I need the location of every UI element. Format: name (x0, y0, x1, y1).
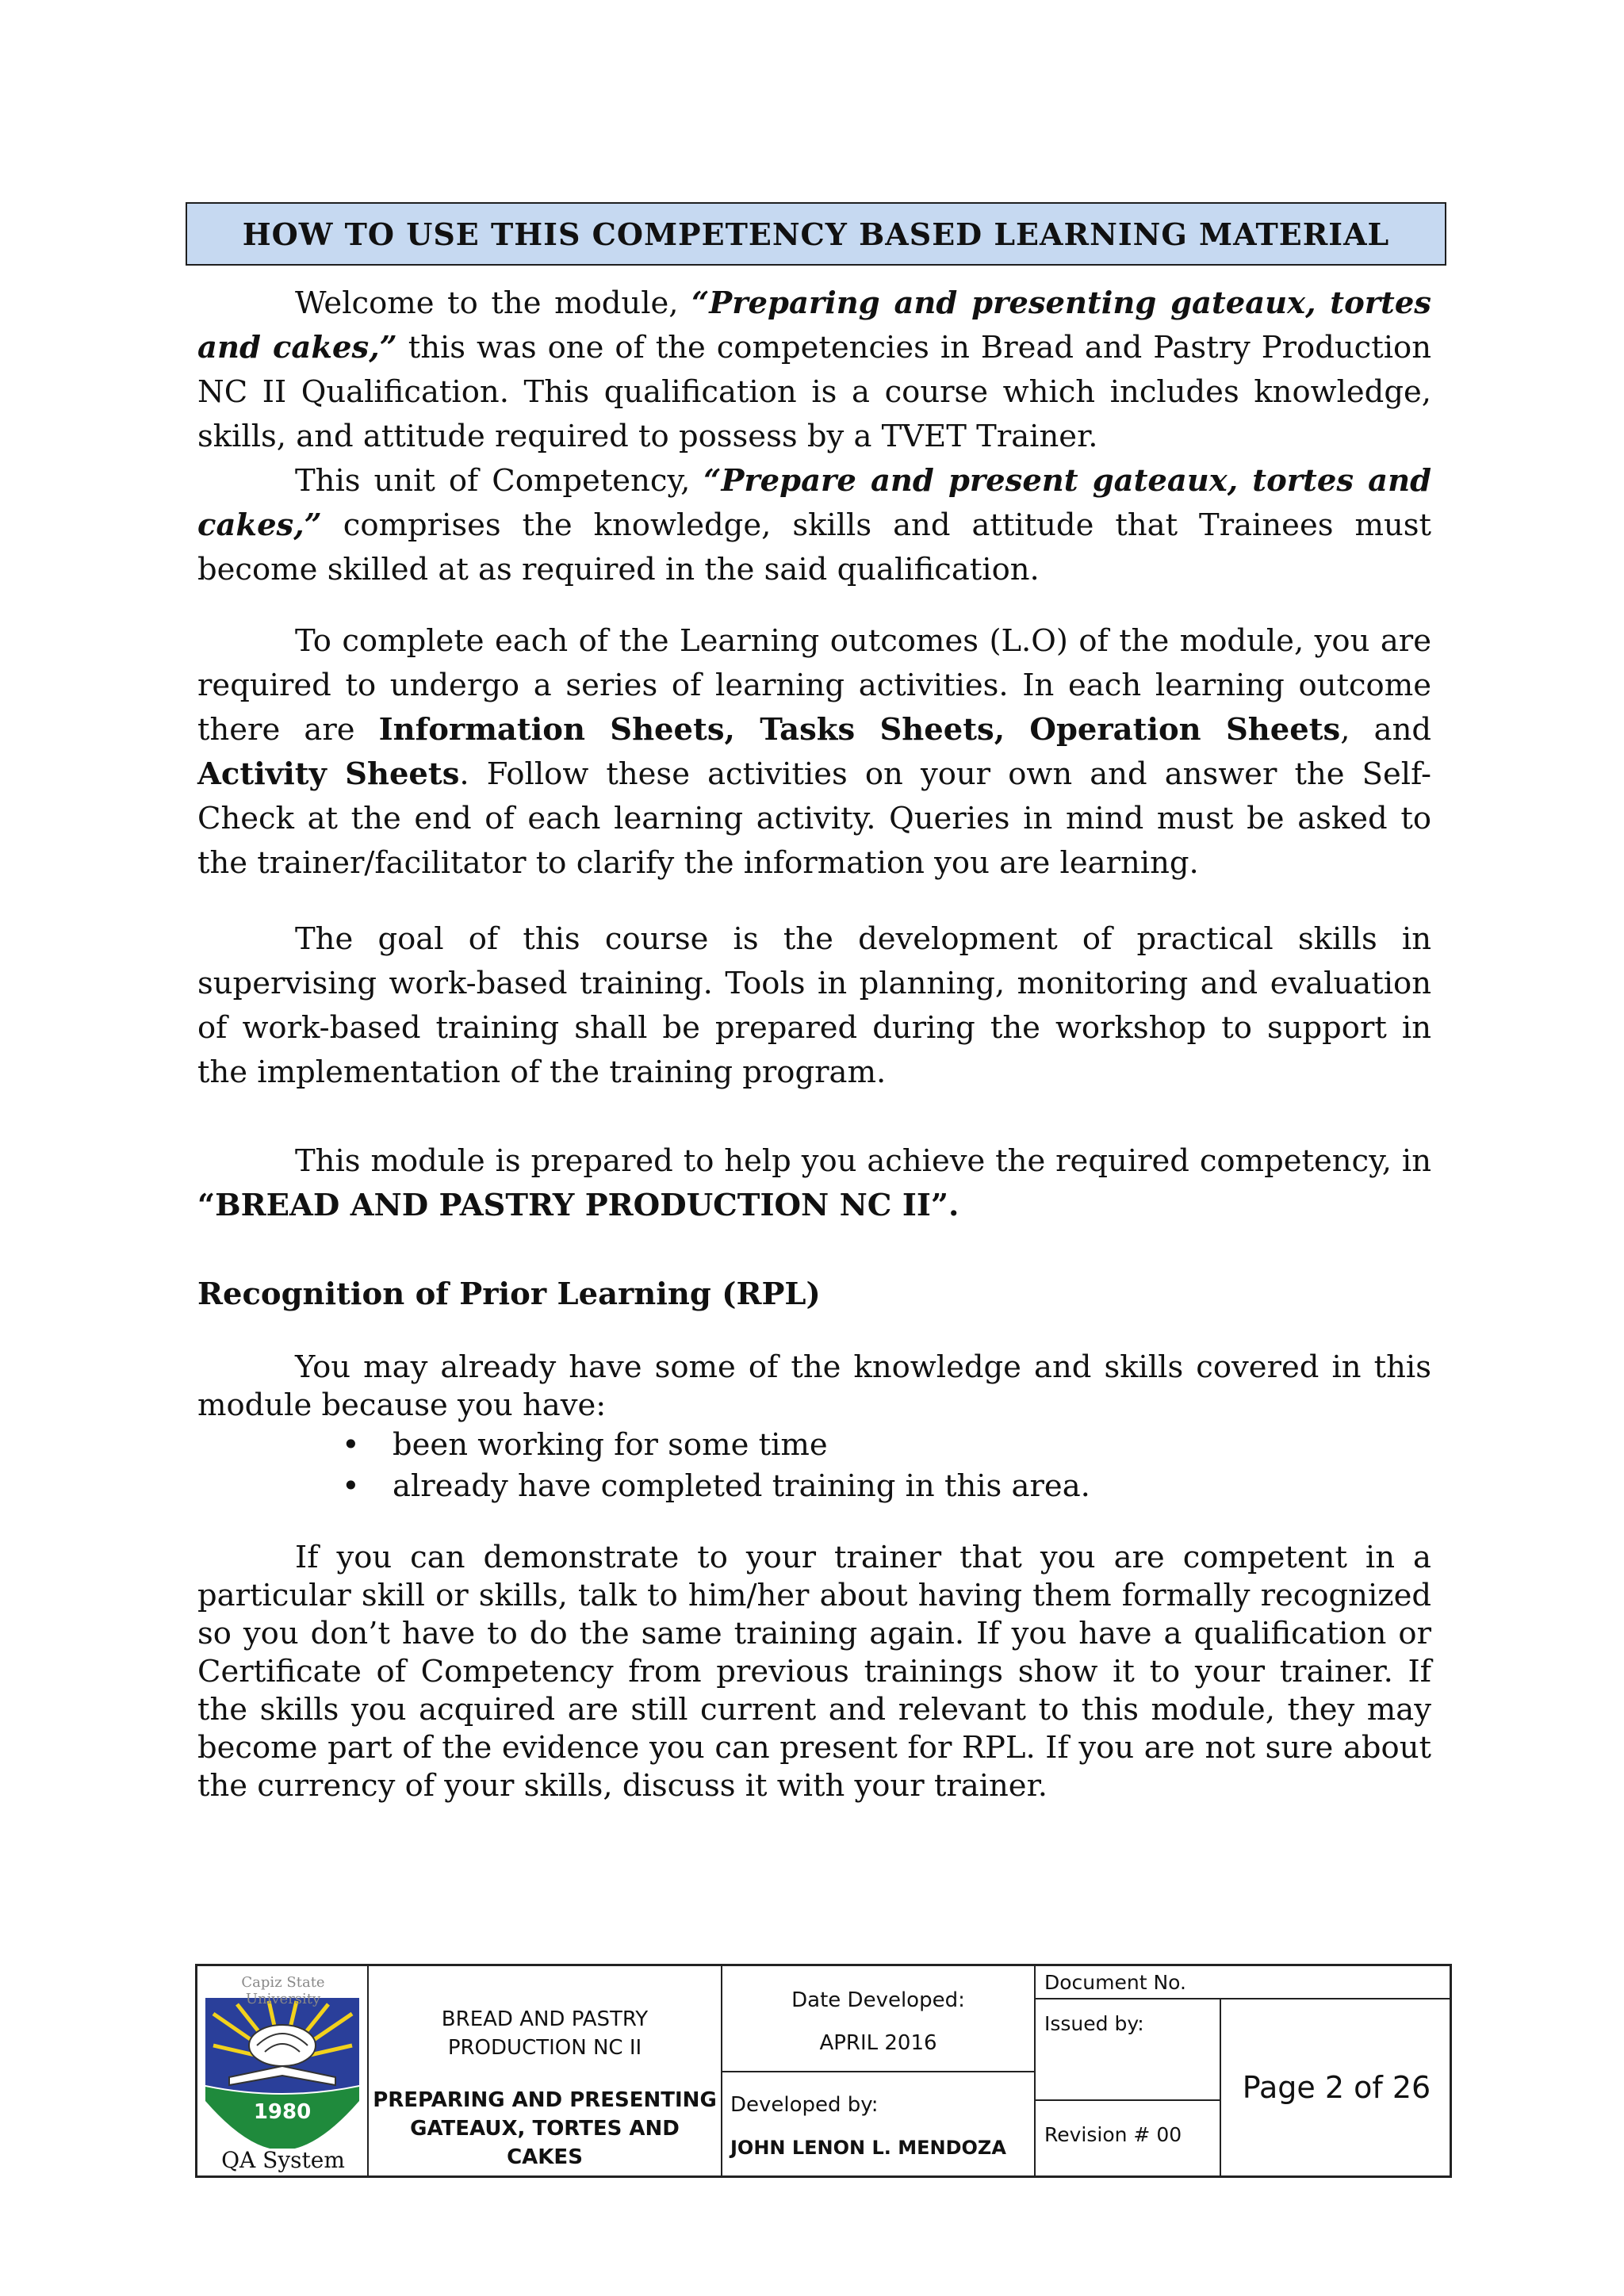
paragraph-text: comprises the knowledge, skills and attitude that Trainees must become skilled at as required in the said qualification. (197, 507, 1431, 587)
developed-by-label: Developed by: (730, 2093, 879, 2118)
paragraph-text: , and (1340, 712, 1432, 748)
section-title: HOW TO USE THIS COMPETENCY BASED LEARNING MATERIAL (242, 216, 1390, 252)
paragraph-text: . Follow these activities on your own and answer the Self-Check at the end of each learning activity. Queries in mind must be asked to the trainer/facilitator to clarify the information you are learning. (197, 756, 1431, 881)
paragraph-prior-knowledge: You may already have some of the knowledge and skills covered in this module because you have: (197, 1349, 1431, 1423)
module-title-emphasis: “Preparing and presenting gateaux, tortes and cakes,” (197, 285, 1431, 365)
qa-system-label: QA System (221, 2147, 345, 2173)
section-title-box (186, 202, 1446, 266)
qualification-cell (369, 1990, 721, 2077)
document-no-label: Document No. (1044, 1971, 1186, 1994)
paragraph-text: This module is prepared to help you achieve the required competency, in (295, 1143, 1431, 1179)
revision-label: Revision # 00 (1044, 2123, 1182, 2146)
logo-year: 1980 (253, 2100, 312, 2124)
list-item (342, 1466, 1431, 1507)
paragraph-text: This unit of Competency, (295, 463, 704, 499)
prior-knowledge-list (197, 1425, 1431, 1507)
module-title-cell (369, 2085, 721, 2172)
date-developed-label: Date Developed: (791, 1988, 965, 2013)
date-developed-value: APRIL 2016 (819, 2030, 937, 2055)
qualification-emphasis: “BREAD AND PASTRY PRODUCTION NC II”. (197, 1188, 959, 1223)
activity-sheets-emphasis: Activity Sheets (197, 756, 460, 792)
document-footer-table (195, 1964, 1452, 2178)
unit-title-emphasis: “Prepare and present gateaux, tortes and cakes,” (197, 463, 1431, 543)
university-logo (197, 1966, 367, 2175)
issued-by-label: Issued by: (1044, 2012, 1144, 2035)
paragraph-goal: The goal of this course is the development of practical skills in supervising work-based training. Tools in planning, monitoring and evaluation of work-based training shall be prepared during the workshop to support in the implementation of the training program. (197, 921, 1431, 1090)
date-developed-cell (722, 1973, 1034, 2071)
bullet-icon: • (342, 1427, 360, 1463)
paragraph-unit (197, 459, 1431, 592)
document-body (197, 281, 1431, 1805)
paragraph-learning-outcomes (197, 619, 1431, 886)
list-item-text: been working for some time (393, 1427, 828, 1463)
qualification-line-2: PRODUCTION NC II (447, 2036, 642, 2060)
paragraph-welcome (197, 281, 1431, 459)
sheets-emphasis: Information Sheets, Tasks Sheets, Operation Sheets (378, 712, 1341, 748)
paragraph-rpl-details: If you can demonstrate to your trainer that you are competent in a particular skill or skills, talk to him/her about having them formally recognized so you don’t have to do the same training again. If you have a qualification or Certificate of Competency from previous trainings show it to your trainer. If the skills you acquired are still current and relevant to this module, they may become part of the evidence you can present for RPL. If you are not sure about the currency of your skills, discuss it with your trainer. (197, 1540, 1431, 1804)
logo-caption: Capiz State University (241, 1974, 325, 2007)
rpl-heading: Recognition of Prior Learning (RPL) (197, 1276, 821, 1312)
module-line-1: PREPARING AND PRESENTING (373, 2088, 717, 2112)
list-item (342, 1425, 1431, 1466)
paragraph-text: Welcome to the module, (295, 285, 692, 321)
developed-by-value: JOHN LENON L. MENDOZA (730, 2136, 1006, 2159)
bullet-icon: • (342, 1468, 360, 1504)
paragraph-text: this was one of the competencies in Bread and Pastry Production NC II Qualification. This qualification is a course which includes knowledge, skills, and attitude required to possess by a TVET Trainer. (197, 330, 1431, 454)
page-number: Page 2 of 26 (1242, 2070, 1431, 2105)
list-item-text: already have completed training in this area. (393, 1468, 1090, 1504)
qualification-line-1: BREAD AND PASTRY (441, 2007, 649, 2031)
developed-by-cell (730, 2077, 1034, 2175)
module-line-2: GATEAUX, TORTES AND CAKES (410, 2117, 680, 2169)
page-number-cell (1221, 1999, 1452, 2175)
paragraph-module-purpose (197, 1139, 1431, 1228)
paragraph-text: To complete each of the Learning outcomes (L.O) of the module, you are required to undergo a series of learning activities. In each learning outcome there are (197, 623, 1431, 748)
